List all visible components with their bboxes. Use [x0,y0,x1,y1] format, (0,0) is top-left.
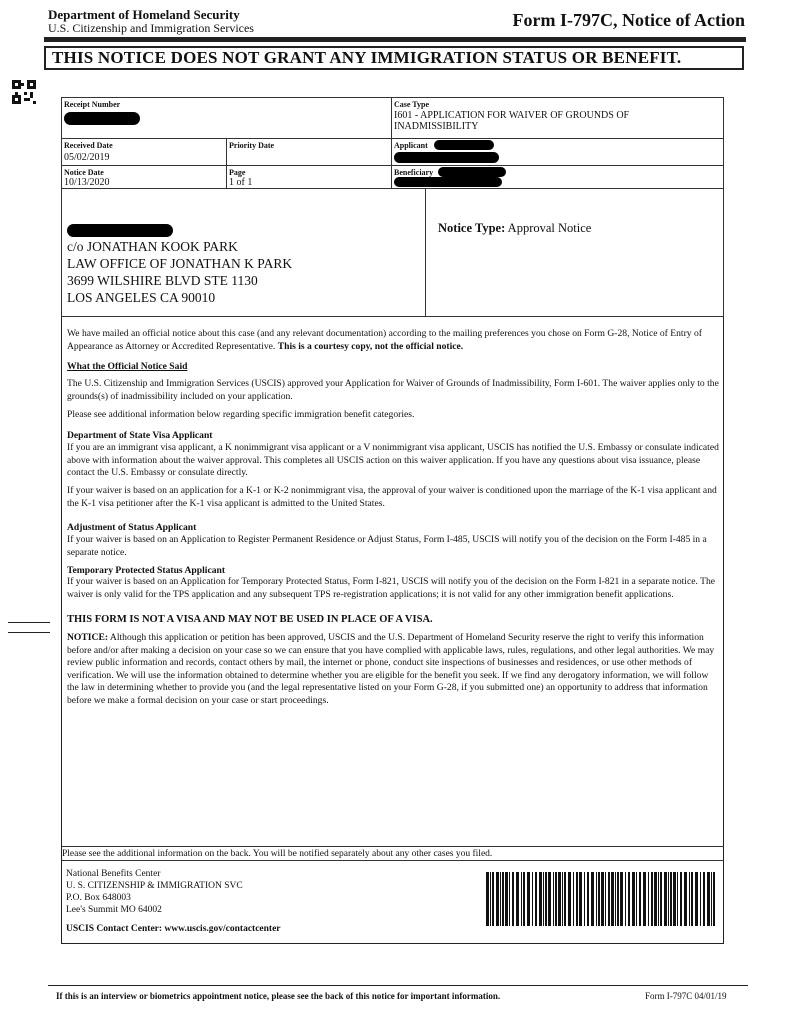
priority-date-label: Priority Date [229,141,275,150]
section-heading: Adjustment of Status Applicant [67,522,197,533]
received-date-label: Received Date [64,141,113,150]
info-paragraph: Please see additional information below regarding specific immigration benefit categories. [67,409,415,420]
notice-text: Although this application or petition has been approved, USCIS and the U.S. Department of Homeland Security reserve the right to verify this information before and/or after making a decision on your case so we can ensure that you have complied with applicable laws, rules, regulations, and other legal authorities. We may review public information and records, contact others by mail, the internet or phone, conduct site inspections of businesses and residences, or use other methods of verification. We will use the information obtained to determine whether you are eligible for the benefit you seek. If we find any derogatory information, we will follow the law in determining whether to provide you (and the legal representative listed on your Form G-28, if you submitted one) an opportunity to address that information before we make a formal decision on your case or start proceedings. [67,632,715,706]
form-edition: Form I-797C 04/01/19 [645,991,727,1001]
address-line: LAW OFFICE OF JONATHAN K PARK [67,256,293,271]
intro-text: We have mailed an official notice about this case (and any relevant documentation) according to the mailing preferences you chose on Form G-28, Notice of Entry of Appearance as Attorney or Accredited Representative. [67,328,702,352]
notice-label: NOTICE: [67,632,109,643]
status-banner: THIS NOTICE DOES NOT GRANT ANY IMMIGRATION STATUS OR BENEFIT. [44,46,744,70]
sub-agency-name: U.S. Citizenship and Immigration Services [48,21,254,35]
address-line: c/o JONATHAN KOOK PARK [67,239,238,254]
page-cell [226,165,392,189]
redaction [394,177,502,187]
dos-paragraph: If you are an immigrant visa applicant, a K nonimmigrant visa applicant or a V nonimmigrant visa applicant, USCIS has notified the U.S. Embassy or consulate indicated above with information about the waiver approval. This completes all USCIS action on this waiver application. If you have any questions about visa issuance, please contact the U.S. Embassy or consulate directly. [67,442,719,479]
notice-type-label: Notice Type: [438,221,506,235]
return-address-line: U. S. CITIZENSHIP & IMMIGRATION SVC [66,881,243,891]
divider [62,860,724,861]
return-address [66,868,243,916]
address-line: LOS ANGELES CA 90010 [67,290,216,305]
address-line: 3699 WILSHIRE BLVD STE 1130 [67,273,258,288]
notice-date-value: 10/13/2020 [64,177,110,188]
receipt-number-cell [61,97,392,139]
page-label: Page [229,168,246,177]
notice-date-label: Notice Date [64,168,104,177]
mailing-address [67,238,292,306]
applicant-label: Applicant [394,141,428,150]
case-type-value: I601 - APPLICATION FOR WAIVER OF GROUNDS OF INADMISSIBILITY [394,110,630,132]
bottom-divider [48,985,748,986]
courtesy-copy-note: This is a courtesy copy, not the official notice. [277,340,464,352]
redaction [394,152,499,163]
contact-center: USCIS Contact Center: www.uscis.gov/contactcenter [66,924,281,934]
aos-paragraph: If your waiver is based on an Application to Register Permanent Residence or Adjust Status, Form I-485, USCIS will notify you of the decision on the Form I-485 in a separate notice. [67,534,707,558]
k1-paragraph: If your waiver is based on an application for a K-1 or K-2 nonimmigrant visa, the approval of your waiver is conditioned upon the marriage of the K-1 visa applicant and the K-1 visa petitioner after the K-1 visa applicant is admitted to the United States. [67,485,717,509]
notice-type [438,221,591,236]
received-date-cell [61,138,227,166]
qr-code-icon [12,80,36,104]
notice-type-value: Approval Notice [507,221,592,235]
form-title: Form I-797C, Notice of Action [512,10,745,30]
notice-paragraph [67,632,721,708]
not-visa-warning: THIS FORM IS NOT A VISA AND MAY NOT BE USED IN PLACE OF A VISA. [67,614,433,625]
footer-note: Please see the additional information on the back. You will be notified separately about any other cases you filed. [62,846,724,859]
fold-mark [8,632,50,633]
intro-paragraph [67,328,721,353]
return-address-line: National Benefits Center [66,869,161,879]
receipt-number-label: Receipt Number [64,100,121,109]
agency-name: Department of Homeland Security [48,7,240,22]
redaction [438,167,506,177]
redaction [67,224,173,237]
applicant-cell [391,138,724,166]
header-divider [44,37,746,42]
redaction [434,140,494,150]
bottom-note: If this is an interview or biometrics appointment notice, please see the back of this notice for important information. [56,991,501,1001]
case-type-cell [391,97,724,139]
redaction [64,112,140,125]
return-address-line: P.O. Box 648003 [66,893,131,903]
fold-mark [8,622,50,623]
received-date-value: 05/02/2019 [64,152,110,163]
return-address-line: Lee's Summit MO 64002 [66,905,162,915]
beneficiary-label: Beneficiary [394,168,434,177]
approval-paragraph: The U.S. Citizenship and Immigration Services (USCIS) approved your Application for Waiver of Grounds of Inadmissibility, Form I-601. The waiver applies only to the grounds(s) of inadmissibility included on your application. [67,378,719,402]
notice-date-cell [61,165,227,189]
priority-date-cell [226,138,392,166]
page-value: 1 of 1 [229,177,253,188]
tps-paragraph: If your waiver is based on an Application for Temporary Protected Status, Form I-821, USCIS will notify you of the decision on the Form I-821 in a separate notice. The waiver is only valid for the TPS application and any subsequent TPS re-registration applications; it is not valid for any other immigration benefit applications. [67,576,716,600]
notice-type-cell [425,188,724,317]
beneficiary-cell [391,165,724,189]
case-type-label: Case Type [394,100,430,109]
section-heading: Department of State Visa Applicant [67,430,213,441]
section-heading: What the Official Notice Said [67,361,188,372]
barcode-icon [484,870,718,928]
section-heading: Temporary Protected Status Applicant [67,565,226,576]
